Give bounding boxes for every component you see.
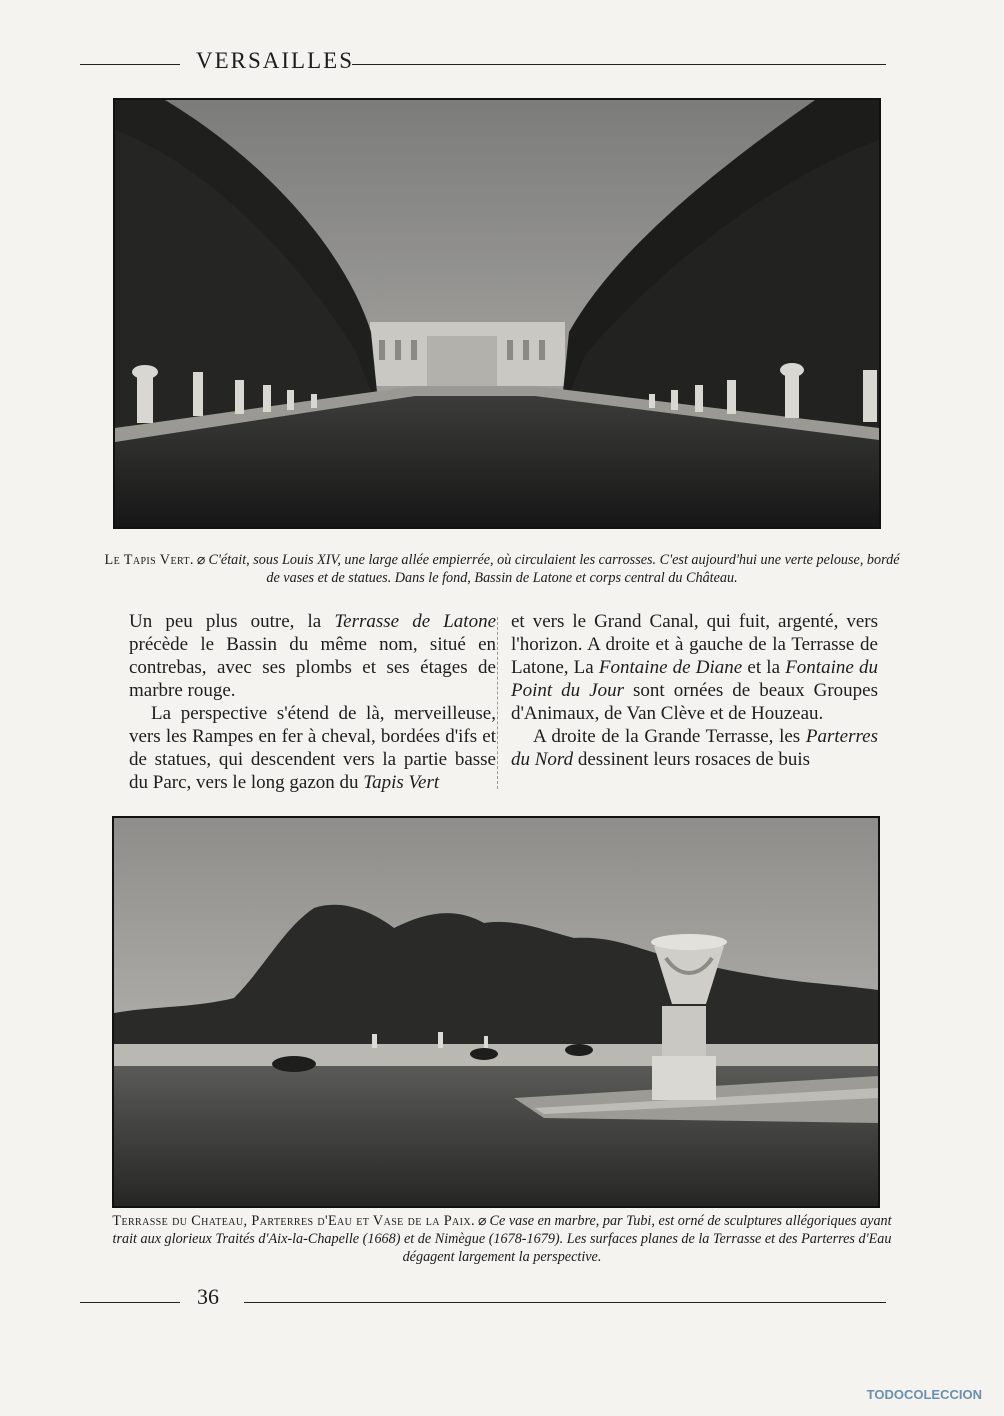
footer-rule-right	[244, 1302, 886, 1303]
caption-text: C'était, sous Louis XIV, une large allée empierrée, où circulaient les carrosses. C'est aujourd'hui une verte pelouse, bordé de vases et de statues. Dans le fond, Bassin de Latone et corps central du Château.	[208, 552, 900, 586]
photo-tapis-vert-image	[115, 100, 879, 527]
caption-title: Le Tapis Vert.	[104, 552, 194, 568]
text-column-right	[511, 610, 878, 771]
page-number: 36	[197, 1284, 219, 1309]
photo-terrasse-du-chateau-image	[114, 818, 878, 1206]
photo-terrasse-du-chateau	[112, 816, 880, 1208]
paragraph-terrasse-latone	[129, 610, 496, 702]
text-run: précède le Bassin du même nom, situé en contrebas, avec ses plombs et ses étages de marbre rouge.	[129, 634, 496, 701]
text-italic-fontaine-de-diane: Fontaine de Diane	[598, 657, 743, 678]
text-run: A droite de la Grande Terrasse, les	[533, 726, 806, 747]
text-run: dessinent leurs rosaces de buis	[573, 749, 811, 770]
caption-separator-icon: ⌀	[477, 1213, 487, 1229]
text-run: La perspective s'étend de là, merveilleuse, vers les Rampes en fer à cheval, bordées d'ifs et de statues, qui descendent vers la partie basse du Parc, vers le long gazon du	[129, 703, 496, 793]
paragraph-parterres-du-nord	[511, 725, 878, 771]
caption-terrasse-du-chateau	[104, 1212, 900, 1266]
watermark: TODOCOLECCION	[866, 1387, 982, 1402]
caption-separator-icon: ⌀	[196, 552, 206, 568]
caption-title: Terrasse du Chateau, Parterres d'Eau et Vase de la Paix.	[112, 1213, 475, 1229]
caption-tapis-vert	[104, 551, 900, 587]
text-column-left	[129, 610, 496, 794]
running-title: VERSAILLES	[196, 48, 354, 73]
text-run: et la	[742, 657, 786, 678]
caption-text: Ce vase en marbre, par Tubi, est orné de sculptures allégoriques ayant trait aux glorieux Traités d'Aix-la-Chapelle (1668) et de Nimègue (1678-1679). Les surfaces planes de la Terrasse et des Parterres d'Eau dégagent largement la perspective.	[112, 1213, 892, 1265]
footer-rule-left	[80, 1302, 180, 1303]
text-run: sont ornées de beaux Groupes d'Animaux, de Van Clève et de Houzeau.	[511, 680, 878, 724]
text-run: Un peu plus outre, la	[129, 611, 335, 632]
paragraph-perspective	[129, 702, 496, 794]
header-rule-right	[352, 64, 886, 65]
column-divider	[497, 617, 498, 789]
paragraph-perspective-cont	[511, 610, 878, 725]
text-run: et vers le Grand Canal, qui fuit, argenté, vers l'horizon. A droite et à gauche de la Terrasse de Latone, La	[511, 611, 878, 678]
text-italic-parterres-du-nord: Parterres du Nord	[511, 726, 878, 770]
text-italic-terrasse-de-latone: Terrasse de Latone	[334, 611, 497, 632]
text-italic-fontaine-du-point-du-jour: Fontaine du Point du Jour	[511, 657, 878, 701]
photo-tapis-vert	[113, 98, 881, 529]
header-rule-left	[80, 64, 180, 65]
text-italic-tapis-vert: Tapis Vert	[363, 772, 440, 793]
